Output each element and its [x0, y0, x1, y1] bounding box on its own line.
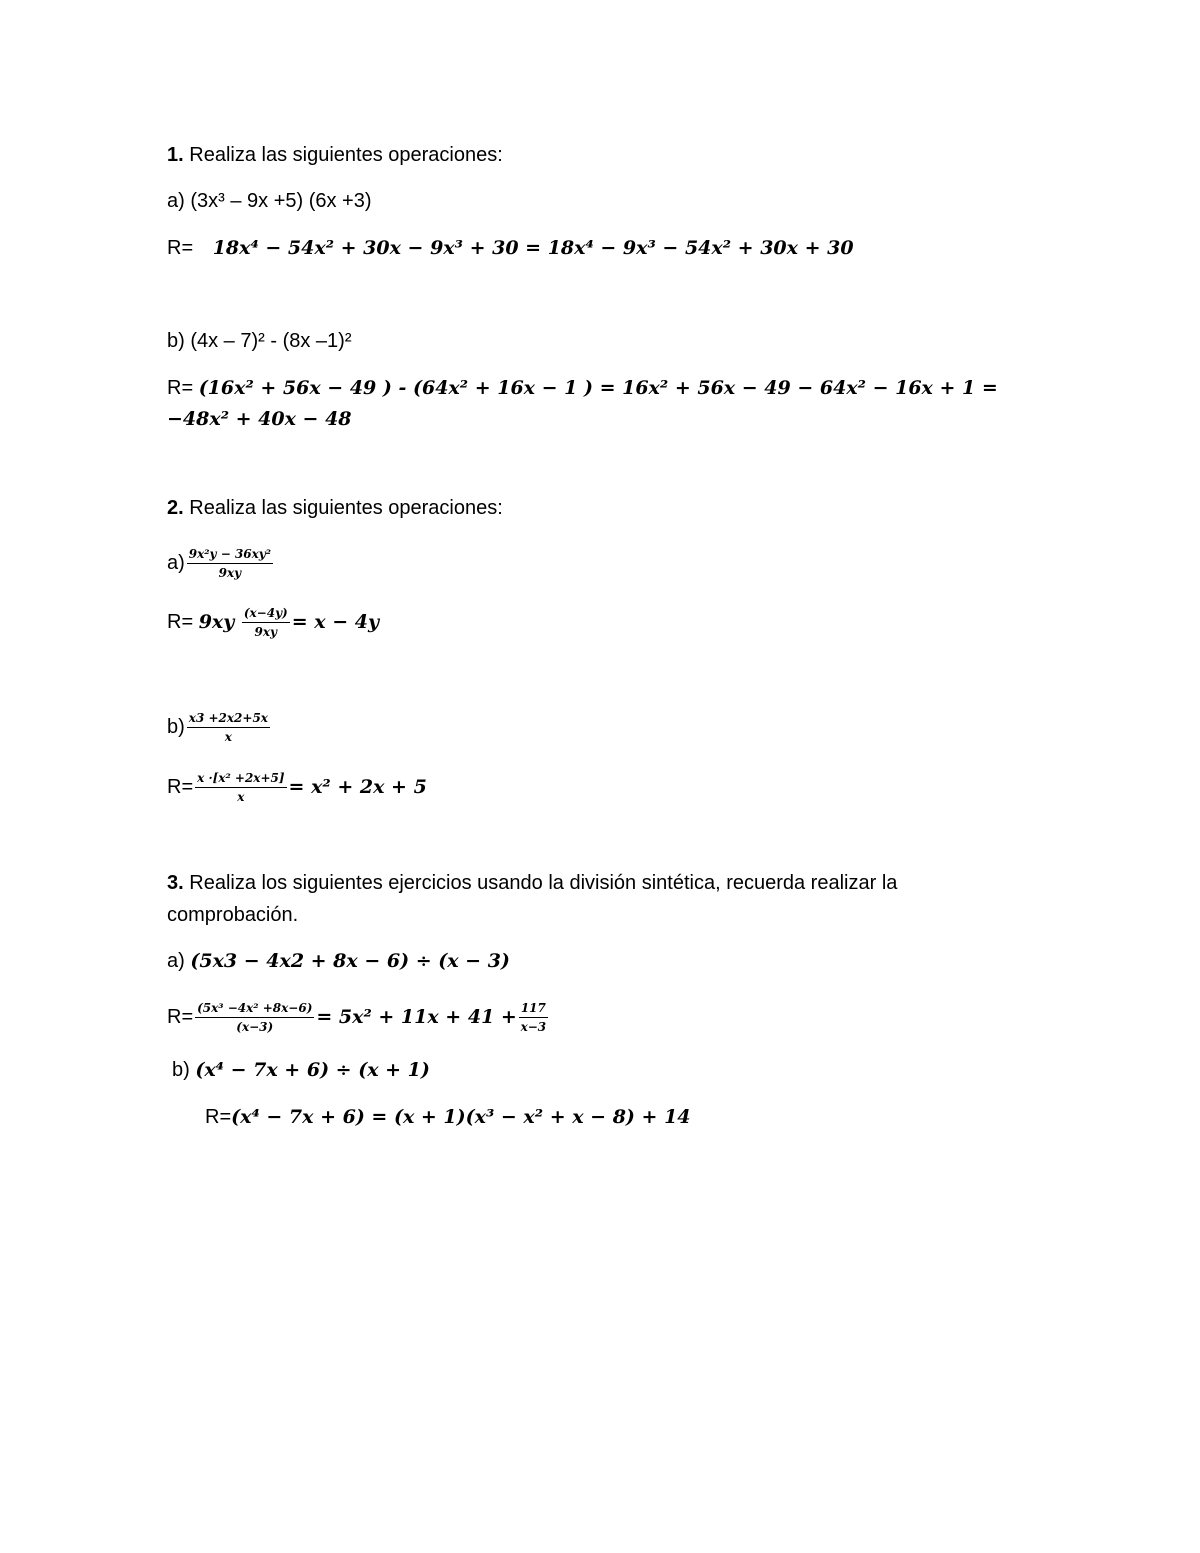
- section-1b-answer: [167, 375, 998, 401]
- section-1a-problem: a) (3x³ – 9x +5) (6x +3): [167, 190, 372, 212]
- section-3a-answer-numerator: (5x³ −4x² +8x−6): [195, 1001, 314, 1018]
- section-3-instruction-line1: Realiza los siguientes ejercicios usando la división sintética, recuerda realizar la: [189, 872, 898, 894]
- section-1b-answer-line1: (16x² + 56x − 49 ) - (64x² + 16x − 1 ) = 16x² + 56x − 49 − 64x² − 16x + 1 =: [198, 377, 998, 399]
- section-2-number: 2.: [167, 497, 184, 519]
- section-3a-answer-middle: = 5x² + 11x + 41 +: [316, 1006, 517, 1028]
- section-3a-answer-prefix: R=: [167, 1006, 194, 1028]
- section-2a-fraction: [187, 547, 273, 580]
- section-2a-answer-fraction: [242, 606, 290, 639]
- section-1a-answer-prefix: R=: [167, 237, 194, 259]
- section-3a-answer-fraction: [195, 1001, 314, 1034]
- section-2a-answer-denominator: 9xy: [254, 625, 278, 640]
- section-1b-problem: b) (4x – 7)² - (8x –1)²: [167, 330, 352, 352]
- section-2a-numerator: 9x²y − 36xy²: [187, 547, 273, 564]
- section-3b-problem: [172, 1057, 430, 1083]
- section-2a-denominator: 9xy: [218, 566, 242, 581]
- section-3-number: 3.: [167, 872, 184, 894]
- section-2b-problem: [167, 702, 272, 752]
- section-2a-answer-numerator: (x−4y): [242, 606, 290, 623]
- section-3b-answer-expression: (x⁴ − 7x + 6) = (x + 1)(x³ − x² + x − 8) + 14: [231, 1106, 691, 1128]
- section-3a-answer: [167, 992, 550, 1042]
- section-2b-answer-numerator: x ·[x² +2x+5]: [195, 771, 286, 788]
- section-2b-answer-fraction: [195, 771, 286, 804]
- section-1-instruction: Realiza las siguientes operaciones:: [189, 144, 503, 166]
- section-2b-fraction: [187, 711, 270, 744]
- section-2b-denominator: x: [224, 730, 232, 745]
- section-2a-answer: [167, 597, 379, 647]
- section-3b-prefix: b): [172, 1059, 190, 1081]
- section-3a-remainder-fraction: [519, 1001, 548, 1034]
- section-3b-expression: (x⁴ − 7x + 6) ÷ (x + 1): [195, 1059, 430, 1081]
- section-2b-answer-denominator: x: [237, 790, 245, 805]
- section-2-heading: [167, 495, 503, 521]
- section-2a-problem: [167, 538, 275, 588]
- section-2b-answer: [167, 762, 427, 812]
- section-3a-remainder-denominator: x−3: [520, 1020, 547, 1035]
- section-2b-answer-prefix: R=: [167, 776, 194, 798]
- section-3a-answer-denominator: (x−3): [236, 1020, 274, 1035]
- section-3a-expression: (5x3 − 4x2 + 8x − 6) ÷ (x − 3): [190, 950, 510, 972]
- section-2b-answer-result: = x² + 2x + 5: [288, 776, 427, 798]
- section-2b-numerator: x3 +2x2+5x: [187, 711, 270, 728]
- section-2a-answer-factor: 9xy: [198, 611, 235, 633]
- section-2a-prefix: a): [167, 552, 185, 574]
- section-3a-problem: [167, 948, 510, 974]
- section-1-number: 1.: [167, 144, 184, 166]
- section-2-instruction: Realiza las siguientes operaciones:: [189, 497, 503, 519]
- section-1b-answer-prefix: R=: [167, 377, 194, 399]
- section-1a-answer-expression: 18x⁴ − 54x² + 30x − 9x³ + 30 = 18x⁴ − 9x³ − 54x² + 30x + 30: [212, 237, 854, 259]
- section-3b-answer: [205, 1104, 691, 1130]
- section-3-instruction-continuation: [167, 902, 298, 928]
- section-3a-remainder-numerator: 117: [519, 1001, 548, 1018]
- section-1-heading: [167, 142, 503, 168]
- section-3b-answer-prefix: R=: [205, 1106, 232, 1128]
- section-1b-answer-continuation: [167, 406, 352, 432]
- section-3-heading: [167, 870, 897, 896]
- section-1a-answer: [167, 235, 854, 261]
- section-2b-prefix: b): [167, 716, 185, 738]
- section-2a-answer-result: = x − 4y: [291, 611, 380, 633]
- section-2a-answer-prefix: R=: [167, 611, 194, 633]
- section-1b-answer-line2: −48x² + 40x − 48: [167, 408, 352, 430]
- section-3-instruction-line2: comprobación.: [167, 904, 299, 926]
- section-3a-prefix: a): [167, 950, 185, 972]
